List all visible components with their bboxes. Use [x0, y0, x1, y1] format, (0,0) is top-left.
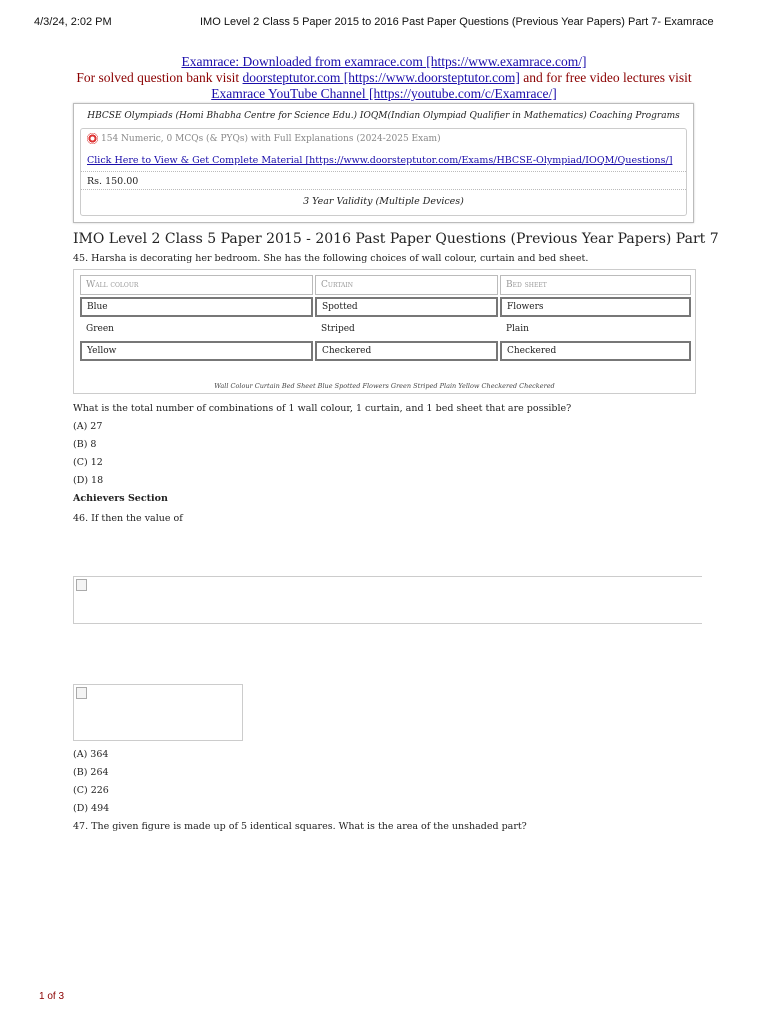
question-46-text: 46. If then the value of	[73, 513, 183, 524]
target-icon	[87, 133, 98, 144]
question-45-prompt: What is the total number of combinations of 1 wall colour, 1 curtain, and 1 bed sheet that are possible?	[73, 403, 572, 414]
table-cell: Striped	[321, 324, 355, 334]
doorsteptutor-link[interactable]: doorsteptutor.com [https://www.doorsteptutor.com]	[242, 70, 520, 85]
promo-box	[73, 103, 694, 223]
page-title: IMO Level 2 Class 5 Paper 2015 - 2016 Past Paper Questions (Previous Year Papers) Part 7	[73, 231, 719, 247]
option-a: (A) 27	[73, 421, 103, 432]
promo-count-line	[87, 133, 441, 144]
option-d: (D) 494	[73, 803, 110, 814]
view-material-link[interactable]: Click Here to View & Get Complete Material [https://www.doorsteptutor.com/Exams/HBCSE-Olympiad/IOQM/Questions/]	[87, 155, 673, 166]
banner-line2-prefix: For solved question bank visit	[76, 70, 243, 85]
table-cell: Flowers	[500, 297, 691, 317]
broken-image-icon	[76, 687, 87, 699]
table-header-cell: Bed sheet	[500, 275, 691, 295]
source-banner	[0, 54, 768, 102]
option-c: (C) 12	[73, 457, 103, 468]
question-45-text: 45. Harsha is decorating her bedroom. She has the following choices of wall colour, curtain and bed sheet.	[73, 253, 589, 264]
table-header-cell: Wall colour	[80, 275, 313, 295]
promo-count-text: 154 Numeric, 0 MCQs (& PYQs) with Full Explanations (2024-2025 Exam)	[101, 133, 441, 144]
broken-image-icon	[76, 579, 87, 591]
broken-image	[73, 684, 243, 741]
promo-price: Rs. 150.00	[87, 176, 139, 187]
table-cell: Blue	[80, 297, 313, 317]
table-cell: Spotted	[315, 297, 498, 317]
table-cell: Yellow	[80, 341, 313, 361]
banner-line2	[0, 70, 768, 86]
promo-validity: 3 Year Validity (Multiple Devices)	[303, 196, 464, 207]
divider	[81, 189, 686, 190]
table-cell: Checkered	[500, 341, 691, 361]
divider	[81, 171, 686, 172]
table-row	[80, 297, 691, 317]
table-cell: Checkered	[315, 341, 498, 361]
banner-line2-suffix: and for free video lectures visit	[519, 70, 692, 85]
table-caption: Wall Colour Curtain Bed Sheet Blue Spotted Flowers Green Striped Plain Yellow Checkered Checkered	[214, 382, 555, 390]
question-47-text: 47. The given figure is made up of 5 identical squares. What is the area of the unshaded part?	[73, 821, 527, 832]
youtube-link[interactable]: Examrace YouTube Channel [https://youtube.com/c/Examrace/]	[211, 86, 557, 101]
page-number: 1 of 3	[39, 991, 65, 1002]
option-b: (B) 264	[73, 767, 109, 778]
option-a: (A) 364	[73, 749, 109, 760]
choices-table	[73, 269, 696, 394]
table-cell: Plain	[506, 324, 529, 334]
promo-heading: HBCSE Olympiads (Homi Bhabha Centre for Science Edu.) IOQM(Indian Olympiad Qualifier in Mathematics) Coaching Programs	[87, 111, 680, 121]
option-c: (C) 226	[73, 785, 109, 796]
option-d: (D) 18	[73, 475, 104, 486]
table-row	[80, 341, 691, 361]
table-header-cell: Curtain	[315, 275, 498, 295]
examrace-link[interactable]: Examrace: Downloaded from examrace.com [https://www.examrace.com/]	[181, 54, 587, 69]
table-cell: Green	[86, 324, 114, 334]
print-datetime: 4/3/24, 2:02 PM	[34, 16, 112, 28]
table-row	[80, 319, 691, 339]
option-b: (B) 8	[73, 439, 97, 450]
table-header-row	[80, 275, 691, 295]
broken-image	[73, 576, 702, 624]
promo-inner	[80, 128, 687, 216]
print-title: IMO Level 2 Class 5 Paper 2015 to 2016 Past Paper Questions (Previous Year Papers) Part 7- Examrace	[200, 16, 714, 28]
section-heading: Achievers Section	[73, 493, 168, 504]
